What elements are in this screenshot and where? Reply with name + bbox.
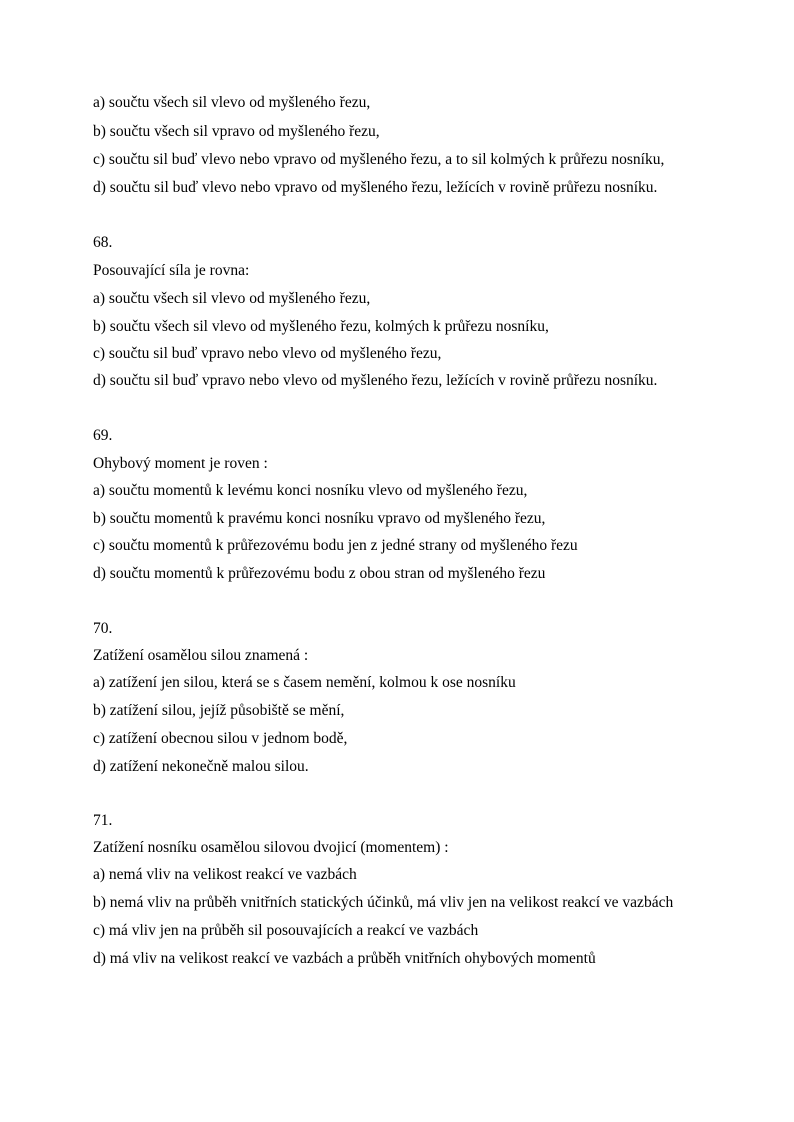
q67-option-c: c) součtu sil buď vlevo nebo vpravo od myšleného řezu, a to sil kolmých k průřezu nosníku, <box>93 151 665 168</box>
q71-option-b: b) nemá vliv na průběh vnitřních statických účinků, má vliv jen na velikost reakcí ve vazbách <box>93 894 674 911</box>
q71-option-c: c) má vliv jen na průběh sil posouvajících a reakcí ve vazbách <box>93 922 479 939</box>
q68-text: Posouvající síla je rovna: <box>93 262 250 279</box>
q68-option-d: d) součtu sil buď vpravo nebo vlevo od myšleného řezu, ležících v rovině průřezu nosníku. <box>93 372 658 389</box>
q71-option-d: d) má vliv na velikost reakcí ve vazbách a průběh vnitřních ohybových momentů <box>93 950 596 967</box>
q68-number: 68. <box>93 234 113 251</box>
q68-option-b: b) součtu všech sil vlevo od myšleného řezu, kolmých k průřezu nosníku, <box>93 318 549 335</box>
q70-text: Zatížení osamělou silou znamená : <box>93 647 309 664</box>
q71-option-a: a) nemá vliv na velikost reakcí ve vazbách <box>93 866 357 883</box>
q71-number: 71. <box>93 812 113 829</box>
q69-option-b: b) součtu momentů k pravému konci nosníku vpravo od myšleného řezu, <box>93 510 546 527</box>
q69-number: 69. <box>93 427 113 444</box>
q70-option-a: a) zatížení jen silou, která se s časem nemění, kolmou k ose nosníku <box>93 674 516 691</box>
q70-option-b: b) zatížení silou, jejíž působiště se mění, <box>93 702 345 719</box>
q70-option-c: c) zatížení obecnou silou v jednom bodě, <box>93 730 348 747</box>
q67-option-d: d) součtu sil buď vlevo nebo vpravo od myšleného řezu, ležících v rovině průřezu nosníku. <box>93 179 658 196</box>
q69-text: Ohybový moment je roven : <box>93 455 268 472</box>
q70-number: 70. <box>93 620 113 637</box>
q71-text: Zatížení nosníku osamělou silovou dvojicí (momentem) : <box>93 839 449 856</box>
q69-option-c: c) součtu momentů k průřezovému bodu jen z jedné strany od myšleného řezu <box>93 537 578 554</box>
q69-option-a: a) součtu momentů k levému konci nosníku vlevo od myšleného řezu, <box>93 482 528 499</box>
q67-option-b: b) součtu všech sil vpravo od myšleného řezu, <box>93 123 380 140</box>
q67-option-a: a) součtu všech sil vlevo od myšleného řezu, <box>93 94 371 111</box>
q69-option-d: d) součtu momentů k průřezovému bodu z obou stran od myšleného řezu <box>93 565 546 582</box>
q68-option-a: a) součtu všech sil vlevo od myšleného řezu, <box>93 290 371 307</box>
q68-option-c: c) součtu sil buď vpravo nebo vlevo od myšleného řezu, <box>93 345 442 362</box>
q70-option-d: d) zatížení nekonečně malou silou. <box>93 758 309 775</box>
